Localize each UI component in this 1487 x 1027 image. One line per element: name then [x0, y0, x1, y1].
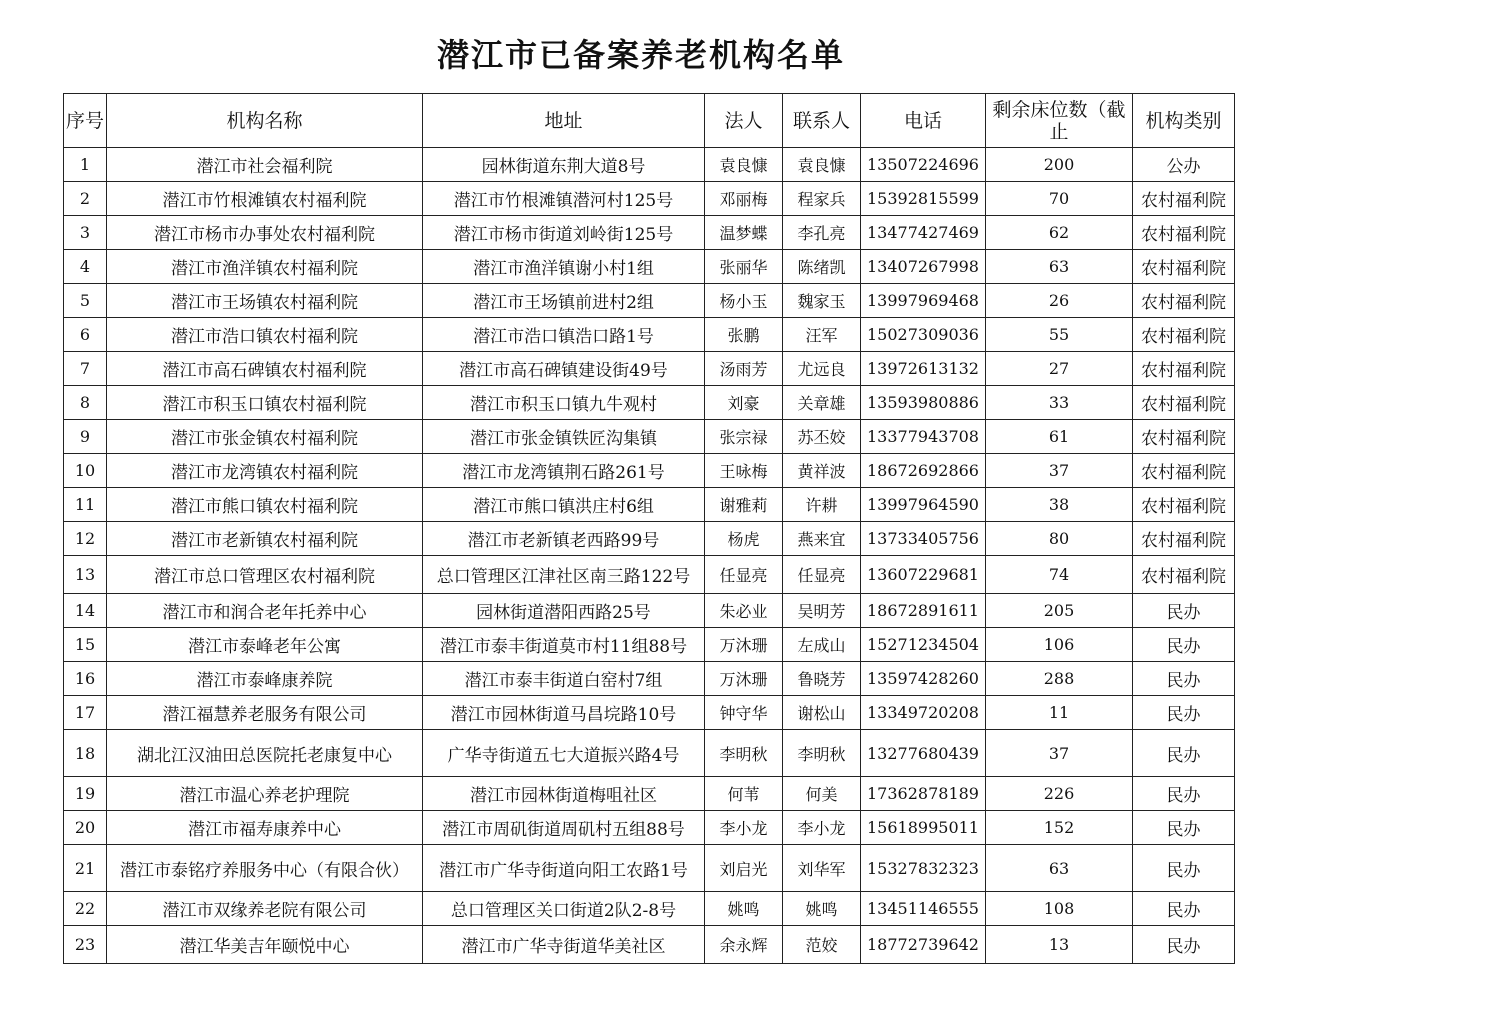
cell-beds: 106: [986, 628, 1133, 662]
cell-legal: 朱必业: [705, 594, 783, 628]
cell-contact: 刘华军: [783, 845, 861, 892]
cell-phone: 18772739642: [861, 926, 986, 964]
cell-no: 1: [64, 148, 107, 182]
cell-phone: 13997969468: [861, 284, 986, 318]
cell-phone: 13597428260: [861, 662, 986, 696]
cell-contact: 吴明芳: [783, 594, 861, 628]
cell-phone: 18672891611: [861, 594, 986, 628]
cell-beds: 33: [986, 386, 1133, 420]
cell-name: 潜江市老新镇农村福利院: [107, 522, 423, 556]
cell-no: 4: [64, 250, 107, 284]
cell-phone: 13277680439: [861, 730, 986, 777]
cell-legal: 杨小玉: [705, 284, 783, 318]
cell-no: 7: [64, 352, 107, 386]
table-body: [64, 148, 1235, 964]
cell-address: 广华寺街道五七大道振兴路4号: [423, 730, 705, 777]
cell-legal: 姚鸣: [705, 892, 783, 926]
cell-contact: 李明秋: [783, 730, 861, 777]
cell-category: 民办: [1133, 662, 1235, 696]
cell-address: 潜江市泰丰街道白窑村7组: [423, 662, 705, 696]
cell-beds: 62: [986, 216, 1133, 250]
table-row: [64, 488, 1235, 522]
cell-name: 潜江市泰峰老年公寓: [107, 628, 423, 662]
cell-phone: 13733405756: [861, 522, 986, 556]
cell-phone: 13477427469: [861, 216, 986, 250]
cell-name: 潜江市社会福利院: [107, 148, 423, 182]
table-row: [64, 352, 1235, 386]
cell-category: 民办: [1133, 926, 1235, 964]
cell-legal: 万沐珊: [705, 628, 783, 662]
table-row: [64, 845, 1235, 892]
cell-category: 农村福利院: [1133, 488, 1235, 522]
cell-category: 民办: [1133, 811, 1235, 845]
cell-beds: 61: [986, 420, 1133, 454]
header-name: 机构名称: [107, 94, 423, 148]
cell-address: 潜江市高石碑镇建设街49号: [423, 352, 705, 386]
cell-beds: 70: [986, 182, 1133, 216]
cell-phone: 13451146555: [861, 892, 986, 926]
cell-phone: 15027309036: [861, 318, 986, 352]
cell-legal: 张鹏: [705, 318, 783, 352]
cell-contact: 任显亮: [783, 556, 861, 594]
table-row: [64, 730, 1235, 777]
cell-category: 农村福利院: [1133, 386, 1235, 420]
cell-address: 潜江市浩口镇浩口路1号: [423, 318, 705, 352]
cell-name: 潜江市竹根滩镇农村福利院: [107, 182, 423, 216]
cell-contact: 许耕: [783, 488, 861, 522]
cell-category: 农村福利院: [1133, 352, 1235, 386]
cell-no: 16: [64, 662, 107, 696]
cell-phone: 18672692866: [861, 454, 986, 488]
cell-name: 湖北江汉油田总医院托老康复中心: [107, 730, 423, 777]
cell-name: 潜江市总口管理区农村福利院: [107, 556, 423, 594]
cell-name: 潜江市熊口镇农村福利院: [107, 488, 423, 522]
table-row: [64, 594, 1235, 628]
cell-category: 农村福利院: [1133, 454, 1235, 488]
cell-legal: 张丽华: [705, 250, 783, 284]
cell-beds: 288: [986, 662, 1133, 696]
page-title: 潜江市已备案养老机构名单: [437, 36, 846, 74]
header-beds: 剩余床位数（截止: [986, 94, 1133, 148]
table-row: [64, 892, 1235, 926]
cell-contact: 谢松山: [783, 696, 861, 730]
table-row: [64, 250, 1235, 284]
cell-no: 15: [64, 628, 107, 662]
cell-no: 17: [64, 696, 107, 730]
cell-address: 潜江市熊口镇洪庄村6组: [423, 488, 705, 522]
cell-no: 3: [64, 216, 107, 250]
cell-phone: 15271234504: [861, 628, 986, 662]
table-row: [64, 662, 1235, 696]
cell-address: 潜江市渔洋镇谢小村1组: [423, 250, 705, 284]
cell-name: 潜江市泰峰康养院: [107, 662, 423, 696]
cell-legal: 袁良慷: [705, 148, 783, 182]
cell-contact: 燕来宜: [783, 522, 861, 556]
cell-category: 农村福利院: [1133, 284, 1235, 318]
cell-beds: 38: [986, 488, 1133, 522]
cell-contact: 鲁晓芳: [783, 662, 861, 696]
cell-name: 潜江市高石碑镇农村福利院: [107, 352, 423, 386]
cell-contact: 汪军: [783, 318, 861, 352]
table-row: [64, 811, 1235, 845]
cell-address: 潜江市竹根滩镇潜河村125号: [423, 182, 705, 216]
cell-category: 农村福利院: [1133, 216, 1235, 250]
cell-name: 潜江市泰铭疗养服务中心（有限合伙）: [107, 845, 423, 892]
cell-contact: 黄祥波: [783, 454, 861, 488]
cell-category: 农村福利院: [1133, 522, 1235, 556]
institution-table: [63, 93, 1235, 964]
cell-legal: 刘启光: [705, 845, 783, 892]
cell-category: 民办: [1133, 777, 1235, 811]
table-row: [64, 284, 1235, 318]
cell-phone: 17362878189: [861, 777, 986, 811]
cell-no: 6: [64, 318, 107, 352]
cell-address: 潜江市积玉口镇九牛观村: [423, 386, 705, 420]
header-no: 序号: [64, 94, 107, 148]
cell-contact: 何美: [783, 777, 861, 811]
cell-contact: 李孔亮: [783, 216, 861, 250]
cell-no: 11: [64, 488, 107, 522]
table-row: [64, 318, 1235, 352]
cell-beds: 63: [986, 845, 1133, 892]
cell-no: 8: [64, 386, 107, 420]
cell-name: 潜江市王场镇农村福利院: [107, 284, 423, 318]
cell-phone: 13377943708: [861, 420, 986, 454]
cell-address: 潜江市园林街道马昌垸路10号: [423, 696, 705, 730]
cell-contact: 魏家玉: [783, 284, 861, 318]
cell-category: 民办: [1133, 845, 1235, 892]
cell-contact: 李小龙: [783, 811, 861, 845]
cell-address: 潜江市杨市街道刘岭街125号: [423, 216, 705, 250]
cell-legal: 钟守华: [705, 696, 783, 730]
cell-category: 公办: [1133, 148, 1235, 182]
header-legal: 法人: [705, 94, 783, 148]
cell-category: 民办: [1133, 594, 1235, 628]
cell-name: 潜江市杨市办事处农村福利院: [107, 216, 423, 250]
cell-category: 民办: [1133, 892, 1235, 926]
cell-phone: 15392815599: [861, 182, 986, 216]
cell-contact: 袁良慷: [783, 148, 861, 182]
cell-phone: 13349720208: [861, 696, 986, 730]
cell-legal: 张宗禄: [705, 420, 783, 454]
cell-legal: 李小龙: [705, 811, 783, 845]
table-row: [64, 696, 1235, 730]
cell-legal: 温梦蝶: [705, 216, 783, 250]
cell-legal: 杨虎: [705, 522, 783, 556]
table-row: [64, 628, 1235, 662]
header-contact: 联系人: [783, 94, 861, 148]
cell-contact: 左成山: [783, 628, 861, 662]
cell-address: 潜江市龙湾镇荆石路261号: [423, 454, 705, 488]
header-address: 地址: [423, 94, 705, 148]
table-row: [64, 182, 1235, 216]
cell-legal: 刘豪: [705, 386, 783, 420]
cell-category: 民办: [1133, 696, 1235, 730]
cell-address: 潜江市老新镇老西路99号: [423, 522, 705, 556]
cell-no: 20: [64, 811, 107, 845]
header-phone: 电话: [861, 94, 986, 148]
table-row: [64, 522, 1235, 556]
cell-address: 潜江市广华寺街道华美社区: [423, 926, 705, 964]
cell-name: 潜江市张金镇农村福利院: [107, 420, 423, 454]
cell-no: 14: [64, 594, 107, 628]
cell-name: 潜江市龙湾镇农村福利院: [107, 454, 423, 488]
table-row: [64, 454, 1235, 488]
cell-no: 5: [64, 284, 107, 318]
cell-phone: 15327832323: [861, 845, 986, 892]
table-row: [64, 148, 1235, 182]
cell-category: 农村福利院: [1133, 182, 1235, 216]
table-row: [64, 926, 1235, 964]
cell-contact: 关章雄: [783, 386, 861, 420]
cell-beds: 37: [986, 730, 1133, 777]
cell-address: 园林街道潜阳西路25号: [423, 594, 705, 628]
table-row: [64, 216, 1235, 250]
cell-category: 农村福利院: [1133, 556, 1235, 594]
cell-address: 潜江市王场镇前进村2组: [423, 284, 705, 318]
cell-contact: 程家兵: [783, 182, 861, 216]
table-row: [64, 420, 1235, 454]
cell-name: 潜江市和润合老年托养中心: [107, 594, 423, 628]
cell-name: 潜江市温心养老护理院: [107, 777, 423, 811]
cell-category: 农村福利院: [1133, 318, 1235, 352]
cell-name: 潜江华美吉年颐悦中心: [107, 926, 423, 964]
cell-no: 2: [64, 182, 107, 216]
cell-name: 潜江市积玉口镇农村福利院: [107, 386, 423, 420]
cell-phone: 15618995011: [861, 811, 986, 845]
cell-legal: 王咏梅: [705, 454, 783, 488]
cell-legal: 余永辉: [705, 926, 783, 964]
cell-no: 23: [64, 926, 107, 964]
cell-name: 潜江市福寿康养中心: [107, 811, 423, 845]
cell-phone: 13507224696: [861, 148, 986, 182]
cell-category: 农村福利院: [1133, 250, 1235, 284]
table-row: [64, 777, 1235, 811]
cell-no: 18: [64, 730, 107, 777]
cell-beds: 74: [986, 556, 1133, 594]
cell-no: 21: [64, 845, 107, 892]
cell-phone: 13997964590: [861, 488, 986, 522]
cell-beds: 205: [986, 594, 1133, 628]
cell-legal: 谢雅莉: [705, 488, 783, 522]
cell-beds: 63: [986, 250, 1133, 284]
table-row: [64, 386, 1235, 420]
cell-beds: 11: [986, 696, 1133, 730]
cell-address: 总口管理区关口街道2队2-8号: [423, 892, 705, 926]
cell-phone: 13593980886: [861, 386, 986, 420]
cell-beds: 27: [986, 352, 1133, 386]
cell-contact: 范姣: [783, 926, 861, 964]
header-category: 机构类别: [1133, 94, 1235, 148]
cell-name: 潜江市双缘养老院有限公司: [107, 892, 423, 926]
cell-legal: 万沐珊: [705, 662, 783, 696]
cell-address: 潜江市周矶街道周矶村五组88号: [423, 811, 705, 845]
cell-category: 民办: [1133, 730, 1235, 777]
cell-contact: 陈绪凯: [783, 250, 861, 284]
cell-phone: 13607229681: [861, 556, 986, 594]
cell-legal: 李明秋: [705, 730, 783, 777]
cell-legal: 汤雨芳: [705, 352, 783, 386]
cell-beds: 200: [986, 148, 1133, 182]
cell-name: 潜江福慧养老服务有限公司: [107, 696, 423, 730]
cell-no: 10: [64, 454, 107, 488]
cell-address: 总口管理区江津社区南三路122号: [423, 556, 705, 594]
cell-beds: 152: [986, 811, 1133, 845]
cell-legal: 何苇: [705, 777, 783, 811]
cell-beds: 80: [986, 522, 1133, 556]
cell-contact: 姚鸣: [783, 892, 861, 926]
cell-contact: 尤远良: [783, 352, 861, 386]
cell-name: 潜江市渔洋镇农村福利院: [107, 250, 423, 284]
cell-name: 潜江市浩口镇农村福利院: [107, 318, 423, 352]
cell-beds: 108: [986, 892, 1133, 926]
cell-beds: 55: [986, 318, 1133, 352]
cell-no: 13: [64, 556, 107, 594]
cell-no: 22: [64, 892, 107, 926]
cell-address: 潜江市张金镇铁匠沟集镇: [423, 420, 705, 454]
cell-beds: 26: [986, 284, 1133, 318]
cell-category: 农村福利院: [1133, 420, 1235, 454]
cell-category: 民办: [1133, 628, 1235, 662]
cell-address: 园林街道东荆大道8号: [423, 148, 705, 182]
cell-phone: 13972613132: [861, 352, 986, 386]
cell-legal: 任显亮: [705, 556, 783, 594]
table-row: [64, 556, 1235, 594]
cell-contact: 苏丕姣: [783, 420, 861, 454]
cell-beds: 37: [986, 454, 1133, 488]
cell-no: 19: [64, 777, 107, 811]
cell-address: 潜江市园林街道梅咀社区: [423, 777, 705, 811]
header-row: [64, 94, 1235, 148]
cell-no: 9: [64, 420, 107, 454]
cell-address: 潜江市泰丰街道莫市村11组88号: [423, 628, 705, 662]
cell-phone: 13407267998: [861, 250, 986, 284]
cell-legal: 邓丽梅: [705, 182, 783, 216]
cell-address: 潜江市广华寺街道向阳工农路1号: [423, 845, 705, 892]
cell-no: 12: [64, 522, 107, 556]
cell-beds: 13: [986, 926, 1133, 964]
cell-beds: 226: [986, 777, 1133, 811]
